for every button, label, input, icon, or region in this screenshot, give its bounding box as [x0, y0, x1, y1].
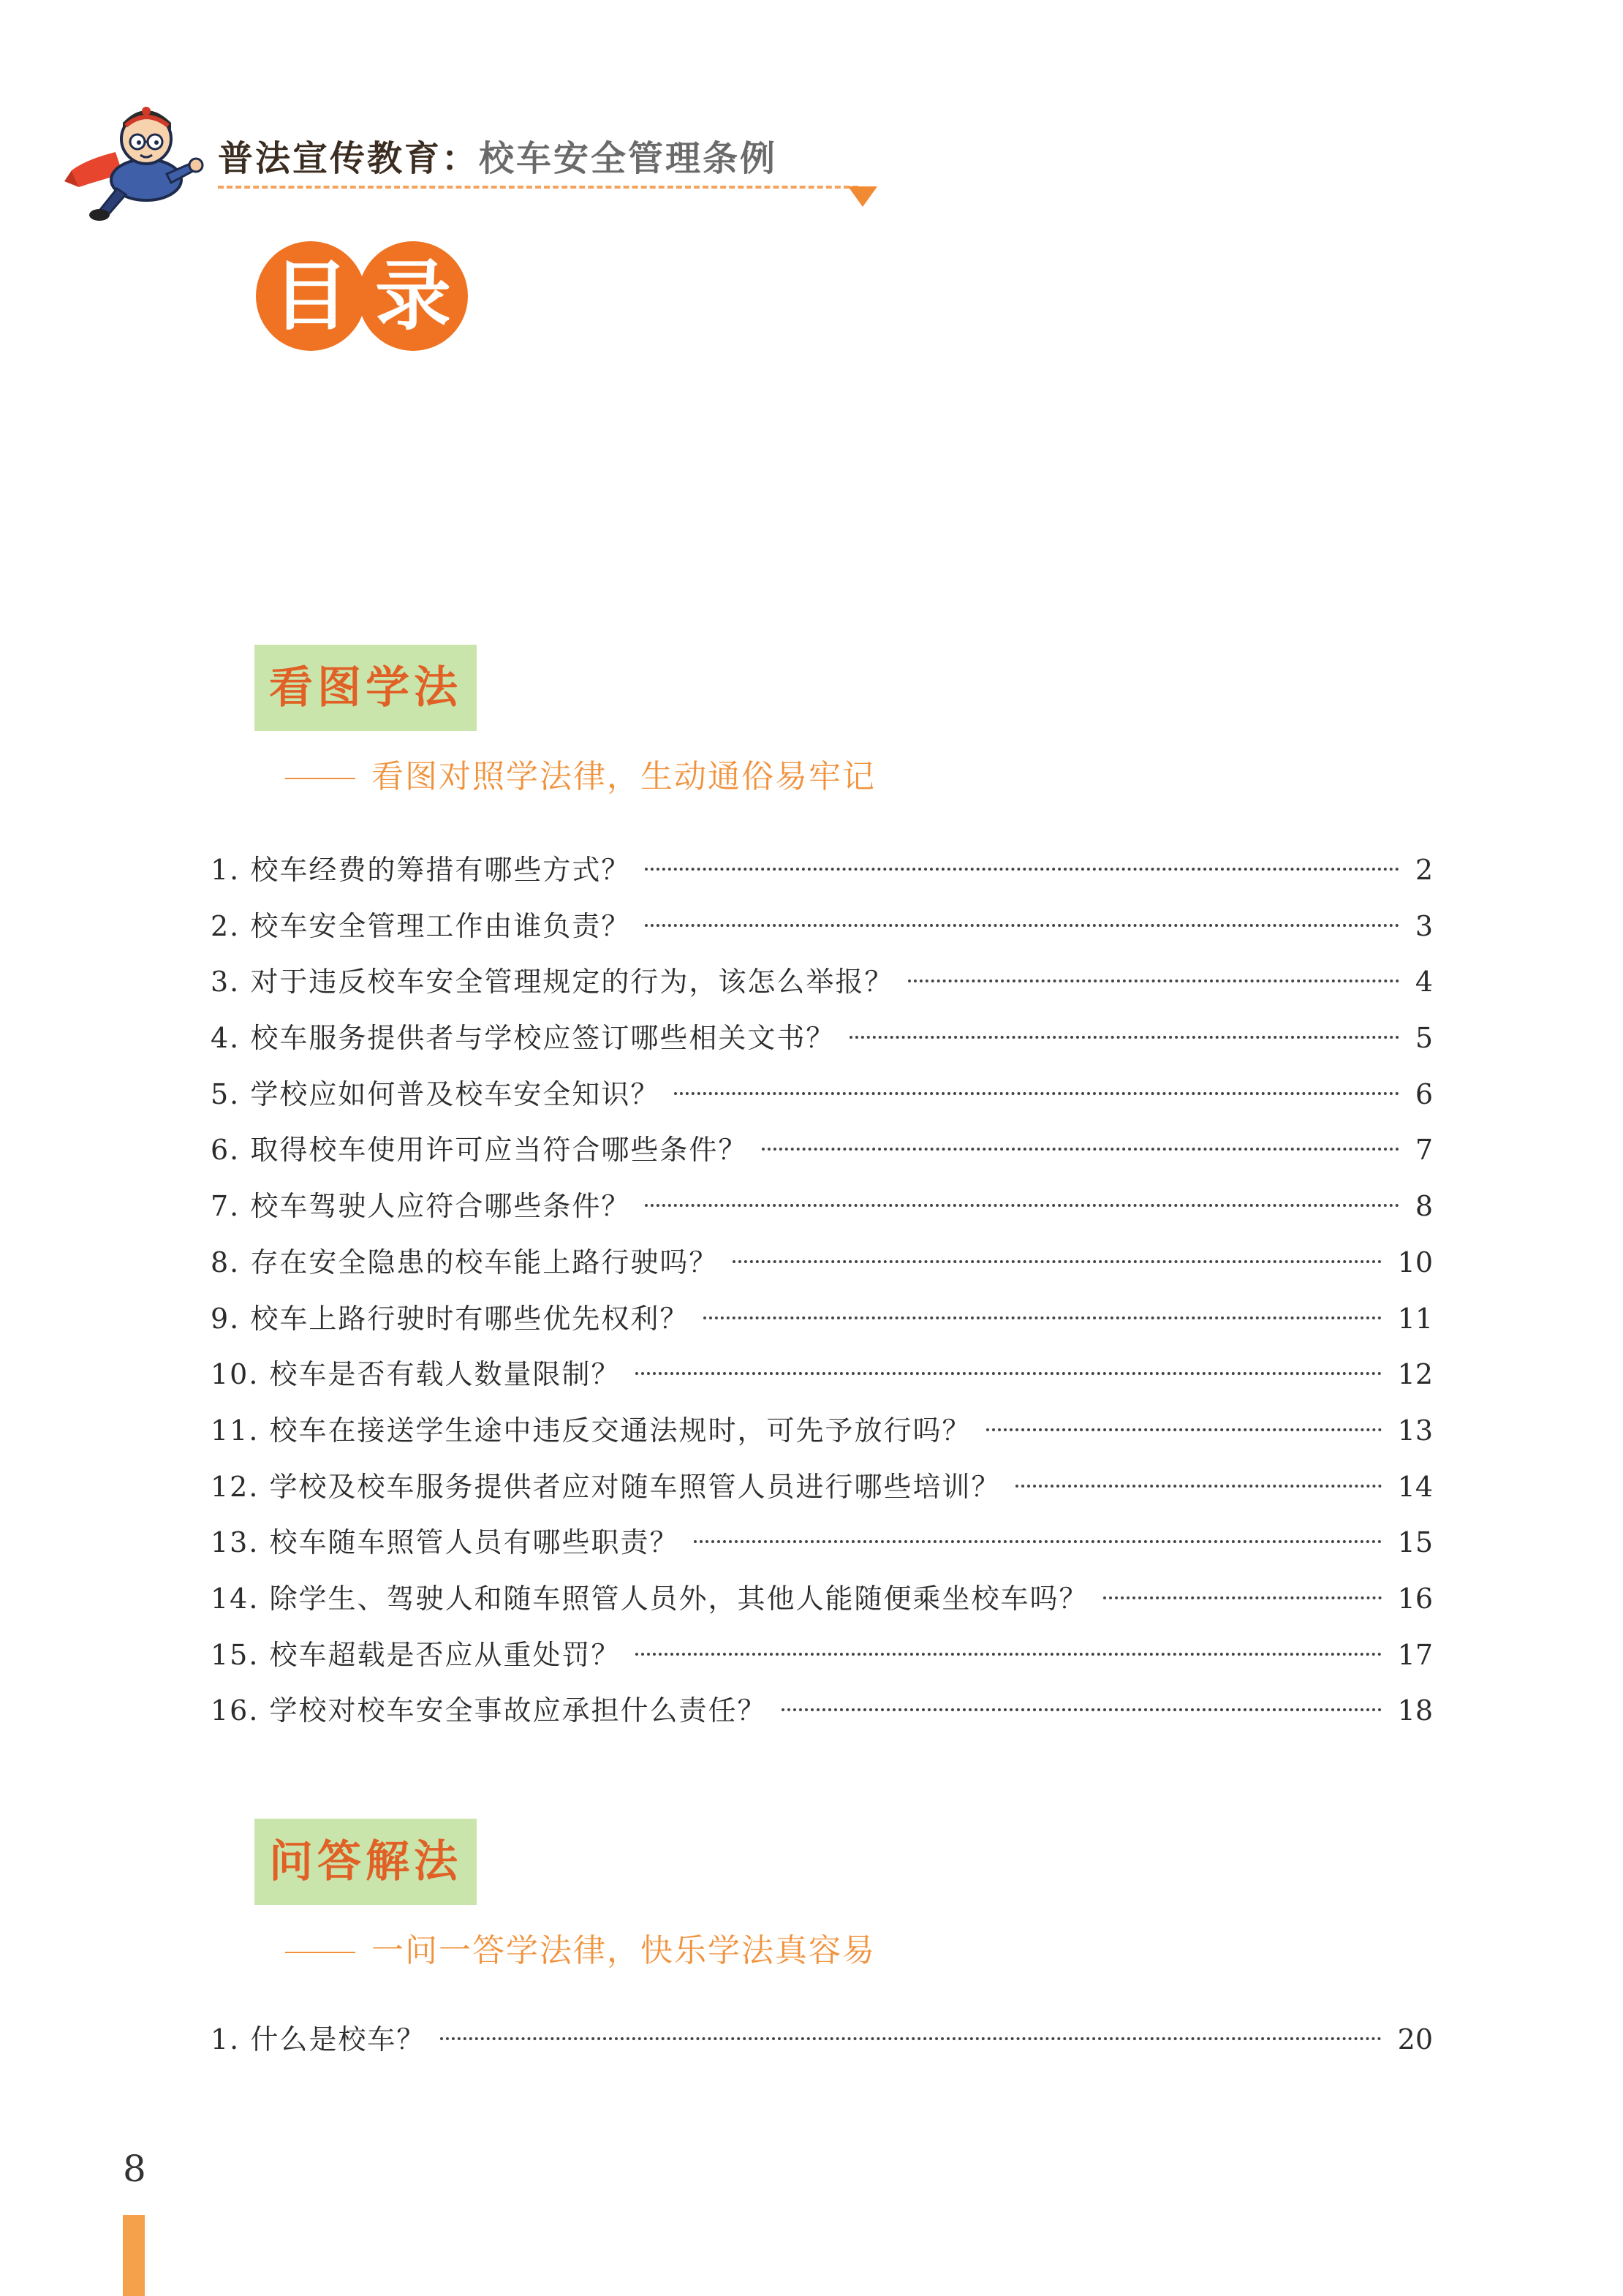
section-label: 问答解法 — [254, 1819, 477, 1905]
toc-dot-leader — [694, 1540, 1382, 1543]
toc-entry[interactable] — [211, 1010, 1433, 1066]
toc-entry-title: 13. 校车随车照管人员有哪些职责？ — [211, 1526, 679, 1559]
toc-entry-title: 14. 除学生、驾驶人和随车照管人员外，其他人能随便乘坐校车吗？ — [211, 1582, 1089, 1615]
toc-dot-leader — [908, 980, 1399, 982]
toc-entry[interactable] — [211, 954, 1433, 1010]
section-subtitle — [285, 750, 876, 797]
toc-entry-title: 12. 学校及校车服务提供者应对随车照管人员进行哪些培训？ — [211, 1470, 1001, 1503]
toc-entry-page: 18 — [1397, 1694, 1433, 1727]
toc-dot-leader — [986, 1428, 1382, 1431]
toc-entry-title: 1. 什么是校车？ — [211, 2023, 426, 2056]
toc-entry-page: 15 — [1397, 1526, 1433, 1559]
toc-dot-leader — [645, 1204, 1399, 1207]
toc-dot-leader — [645, 868, 1399, 871]
toc-entry-title: 1. 校车经费的筹措有哪些方式？ — [211, 854, 631, 886]
toc-list-section-1 — [211, 842, 1433, 1739]
toc-entry[interactable] — [211, 898, 1433, 955]
toc-entry-page: 14 — [1397, 1470, 1433, 1503]
section-subtitle — [285, 1924, 876, 1971]
header-title-main: 校车安全管理条例 — [479, 138, 778, 179]
toc-title-char-2: 录 — [358, 241, 468, 351]
toc-entry-title: 7. 校车驾驶人应符合哪些条件？ — [211, 1190, 631, 1223]
toc-dot-leader — [635, 1653, 1382, 1656]
toc-entry[interactable] — [211, 1346, 1433, 1403]
toc-entry[interactable] — [211, 1291, 1433, 1347]
subtitle-rule — [285, 778, 355, 779]
toc-entry[interactable] — [211, 1122, 1433, 1178]
toc-dot-leader — [733, 1260, 1381, 1263]
toc-entry[interactable] — [211, 1515, 1433, 1571]
toc-entry-page: 20 — [1397, 2023, 1433, 2056]
toc-dot-leader — [440, 2037, 1381, 2040]
toc-dot-leader — [703, 1316, 1381, 1319]
section-subtitle-text: 看图对照学法律，生动通俗易牢记 — [371, 758, 876, 795]
toc-entry-page: 17 — [1397, 1638, 1433, 1671]
page-tab — [123, 2215, 145, 2296]
toc-entry-page: 16 — [1397, 1582, 1433, 1615]
toc-entry[interactable] — [211, 2012, 1433, 2068]
toc-entry-title: 2. 校车安全管理工作由谁负责？ — [211, 909, 631, 942]
header-dashed-rule — [218, 186, 858, 189]
toc-title-char-1: 目 — [256, 241, 366, 351]
toc-entry[interactable] — [211, 1403, 1433, 1459]
toc-entry-page: 4 — [1415, 966, 1433, 999]
toc-entry[interactable] — [211, 1571, 1433, 1627]
toc-entry-page: 10 — [1397, 1246, 1433, 1278]
toc-dot-leader — [635, 1372, 1382, 1375]
toc-entry-title: 15. 校车超载是否应从重处罚？ — [211, 1638, 621, 1671]
toc-dot-leader — [782, 1708, 1382, 1711]
toc-entry-page: 7 — [1415, 1134, 1433, 1167]
toc-dot-leader — [1015, 1485, 1382, 1488]
mascot-icon — [64, 101, 225, 232]
toc-entry[interactable] — [211, 1683, 1433, 1739]
toc-dot-leader — [645, 924, 1399, 927]
subtitle-rule — [285, 1952, 355, 1953]
toc-entry-title: 5. 学校应如何普及校车安全知识？ — [211, 1077, 660, 1110]
toc-entry-page: 6 — [1415, 1077, 1433, 1110]
page-number: 8 — [123, 2148, 146, 2190]
toc-entry[interactable] — [211, 1066, 1433, 1123]
toc-entry-title: 8. 存在安全隐患的校车能上路行驶吗？ — [211, 1246, 719, 1278]
toc-entry-page: 5 — [1415, 1022, 1433, 1055]
toc-entry[interactable] — [211, 1235, 1433, 1291]
triangle-marker-icon — [848, 186, 877, 207]
toc-entry-page: 8 — [1415, 1190, 1433, 1223]
toc-entry-page: 13 — [1397, 1414, 1433, 1447]
toc-entry-page: 12 — [1397, 1358, 1433, 1391]
toc-entry[interactable] — [211, 1459, 1433, 1515]
toc-entry-title: 10. 校车是否有载人数量限制？ — [211, 1358, 621, 1391]
header-title-prefix: 普法宣传教育： — [218, 138, 480, 179]
section-label: 看图学法 — [254, 645, 477, 731]
toc-entry-page: 2 — [1415, 854, 1433, 886]
toc-entry-title: 16. 学校对校车安全事故应承担什么责任？ — [211, 1694, 767, 1727]
toc-entry-page: 11 — [1397, 1302, 1433, 1335]
toc-entry[interactable] — [211, 1627, 1433, 1683]
toc-entry-title: 9. 校车上路行驶时有哪些优先权利？ — [211, 1302, 689, 1335]
toc-entry-title: 3. 对于违反校车安全管理规定的行为，该怎么举报？ — [211, 966, 894, 999]
toc-list-section-2 — [211, 2012, 1433, 2068]
toc-entry-title: 6. 取得校车使用许可应当符合哪些条件？ — [211, 1134, 748, 1167]
toc-dot-leader — [1103, 1596, 1382, 1599]
toc-entry-title: 4. 校车服务提供者与学校应签订哪些相关文书？ — [211, 1022, 836, 1055]
toc-entry[interactable] — [211, 1178, 1433, 1235]
section-subtitle-text: 一问一答学法律，快乐学法真容易 — [371, 1932, 876, 1969]
toc-dot-leader — [674, 1092, 1399, 1095]
toc-entry[interactable] — [211, 842, 1433, 898]
toc-entry-page: 3 — [1415, 909, 1433, 942]
toc-entry-title: 11. 校车在接送学生途中违反交通法规时，可先予放行吗？ — [211, 1414, 972, 1447]
toc-dot-leader — [762, 1148, 1399, 1151]
header-title — [218, 130, 777, 181]
toc-dot-leader — [850, 1036, 1399, 1039]
